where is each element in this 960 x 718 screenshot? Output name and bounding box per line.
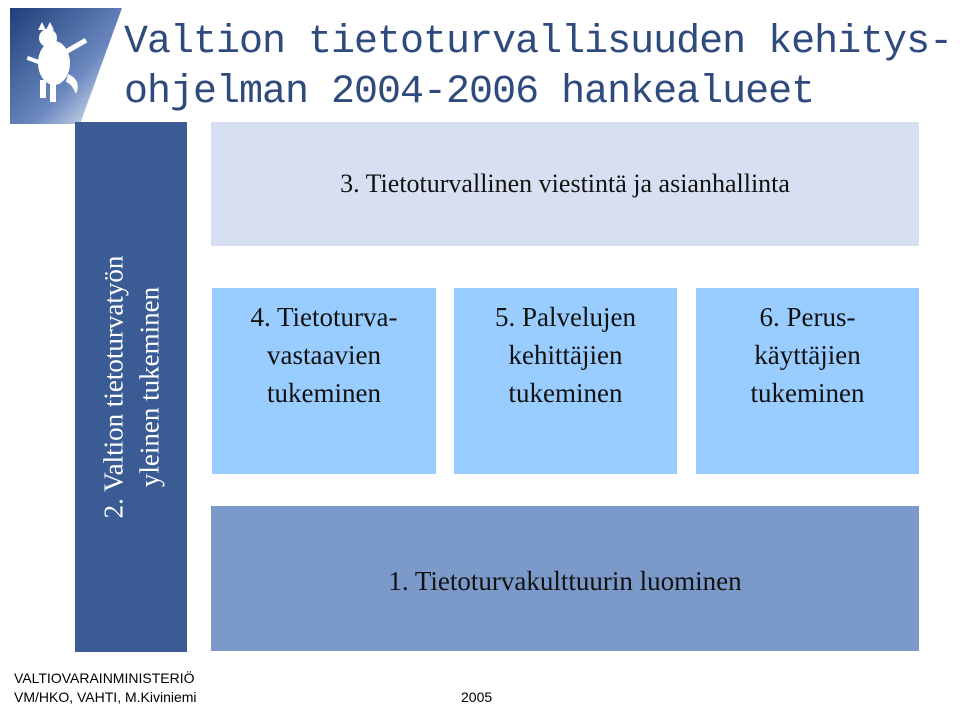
- area-4-box: [212, 288, 436, 474]
- area-5-line-1: 5. Palvelujen: [495, 302, 636, 332]
- area-5-line-2: kehittäjien: [508, 340, 623, 370]
- area-2-text-wrap: [75, 122, 187, 652]
- area-5-line-3: tukeminen: [508, 378, 623, 408]
- area-4-line-3: tukeminen: [267, 378, 381, 408]
- slide-title: [124, 18, 953, 118]
- footer-ministry: VALTIOVARAINMINISTERIÖ: [14, 670, 195, 686]
- area-1-label: 1. Tietoturvakulttuurin luominen: [388, 566, 742, 596]
- area-6-line-2: käyttäjien: [754, 340, 861, 370]
- area-6-line-3: tukeminen: [750, 378, 865, 408]
- title-line-1: Valtion tietoturvallisuuden kehitys-: [124, 20, 953, 65]
- area-3-label: 3. Tietoturvallinen viestintä ja asianhallinta: [340, 169, 790, 198]
- area-4-line-2: vastaavien: [267, 340, 381, 370]
- title-line-2: ohjelman 2004-2006 hankealueet: [124, 70, 815, 115]
- area-1-box: [211, 506, 919, 651]
- area-6-box: [696, 288, 919, 474]
- area-5-label: [495, 298, 636, 412]
- area-6-line-1: 6. Perus-: [759, 302, 856, 332]
- area-2-line-1: 2. Valtion tietoturvatyön: [98, 255, 129, 519]
- footer-year: 2005: [461, 689, 493, 705]
- area-2-line-2: yleinen tukeminen: [134, 286, 165, 488]
- area-2-label: [95, 256, 167, 519]
- area-4-line-1: 4. Tietoturva-: [250, 302, 398, 332]
- footer-author: VM/HKO, VAHTI, M.Kiviniemi: [14, 689, 197, 705]
- area-4-label: [250, 298, 397, 412]
- lion-logo-icon: [10, 8, 122, 124]
- area-3-box: [211, 122, 919, 246]
- area-6-label: [751, 298, 865, 412]
- area-5-box: [454, 288, 677, 474]
